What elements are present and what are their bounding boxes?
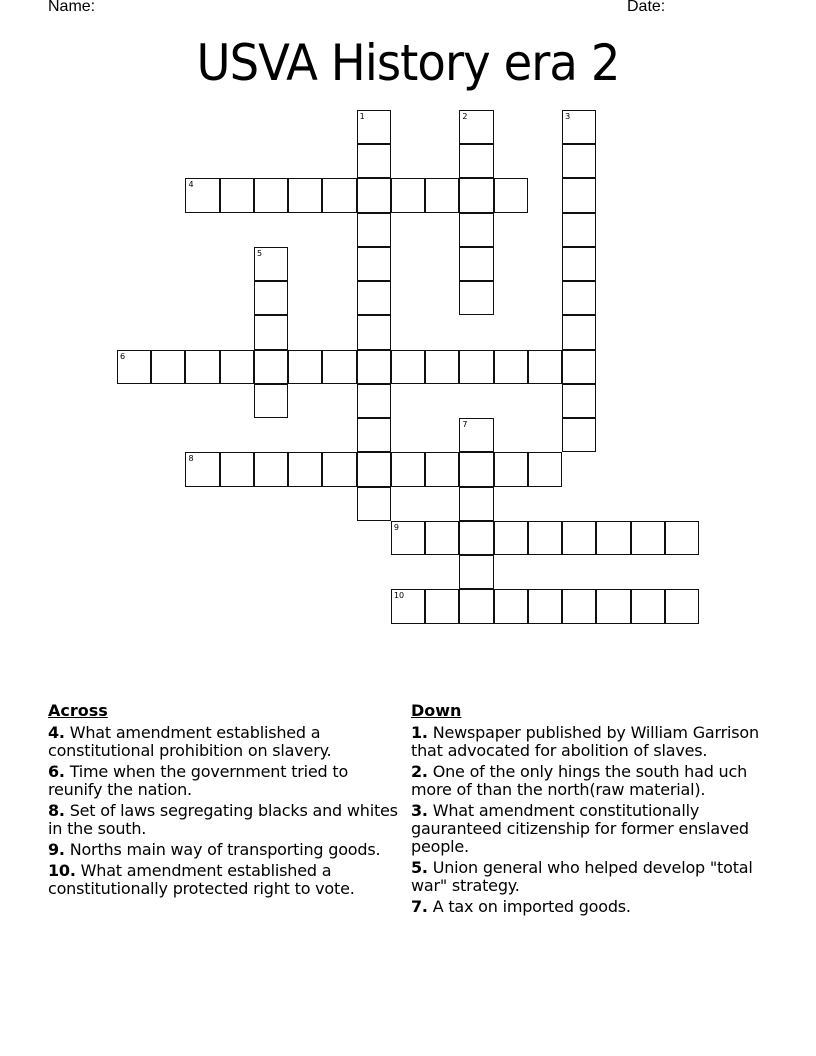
- clue-text: What amendment established a constitutional prohibition on slavery.: [48, 723, 332, 760]
- grid-cell[interactable]: [425, 178, 459, 212]
- grid-cell[interactable]: [357, 213, 391, 247]
- grid-cell[interactable]: [459, 521, 493, 555]
- clue-number-label: 3: [565, 112, 571, 121]
- down-clues: [411, 700, 781, 919]
- grid-cell[interactable]: [357, 350, 391, 384]
- grid-cell[interactable]: [562, 247, 596, 281]
- clue-text: What amendment constitutionally gauranteed citizenship for former enslaved people.: [411, 801, 749, 856]
- clue-number: 3.: [411, 801, 428, 820]
- grid-cell[interactable]: [459, 418, 493, 452]
- clue-number: 5.: [411, 858, 428, 877]
- clue-number-label: 8: [188, 454, 194, 464]
- grid-cell[interactable]: [391, 589, 425, 623]
- grid-cell[interactable]: [459, 247, 493, 281]
- clue-down-5: [411, 859, 781, 895]
- grid-cell[interactable]: [254, 315, 288, 349]
- grid-cell[interactable]: [117, 350, 151, 384]
- grid-cell[interactable]: [528, 521, 562, 555]
- grid-cell[interactable]: [562, 110, 596, 144]
- grid-cell[interactable]: [322, 350, 356, 384]
- grid-cell[interactable]: [357, 144, 391, 178]
- clue-text: Time when the government tried to reunify the nation.: [48, 762, 349, 799]
- clue-number-label: 4: [188, 180, 194, 190]
- clue-number-label: 2: [462, 112, 468, 121]
- grid-cell[interactable]: [562, 178, 596, 212]
- grid-cell[interactable]: [220, 178, 254, 212]
- grid-cell[interactable]: [288, 178, 322, 212]
- grid-cell[interactable]: [459, 281, 493, 315]
- name-label: Name:: [48, 0, 96, 15]
- clue-across-8: [48, 802, 398, 838]
- clue-across-10: [48, 862, 398, 898]
- grid-cell[interactable]: [562, 384, 596, 418]
- grid-cell[interactable]: [322, 452, 356, 486]
- clue-down-2: [411, 763, 781, 799]
- clue-text: Union general who helped develop "total war" strategy.: [411, 858, 753, 895]
- grid-cell[interactable]: [425, 521, 459, 555]
- grid-cell[interactable]: [254, 452, 288, 486]
- grid-cell[interactable]: [494, 521, 528, 555]
- grid-cell[interactable]: [562, 589, 596, 623]
- grid-cell[interactable]: [528, 350, 562, 384]
- grid-cell[interactable]: [425, 452, 459, 486]
- across-clues: [48, 700, 398, 901]
- clue-number-label: 9: [393, 522, 399, 532]
- grid-cell[interactable]: [562, 281, 596, 315]
- date-label: Date:: [627, 0, 666, 15]
- grid-cell[interactable]: [562, 350, 596, 384]
- clue-down-3: [411, 802, 781, 856]
- grid-cell[interactable]: [357, 178, 391, 212]
- grid-cell[interactable]: [459, 589, 493, 623]
- clue-number: 8.: [48, 801, 65, 820]
- grid-cell[interactable]: [185, 178, 219, 212]
- grid-cell[interactable]: [562, 144, 596, 178]
- grid-cell[interactable]: [459, 487, 493, 521]
- grid-cell[interactable]: [357, 247, 391, 281]
- grid-cell[interactable]: [357, 110, 391, 144]
- grid-cell[interactable]: [357, 452, 391, 486]
- grid-cell[interactable]: [357, 487, 391, 521]
- grid-cell[interactable]: [220, 350, 254, 384]
- grid-cell[interactable]: [459, 144, 493, 178]
- grid-cell[interactable]: [357, 384, 391, 418]
- clue-number: 9.: [48, 840, 65, 859]
- grid-cell[interactable]: [562, 315, 596, 349]
- clue-down-1: [411, 724, 781, 760]
- clue-down-7: [411, 898, 781, 916]
- grid-cell[interactable]: [528, 452, 562, 486]
- grid-cell[interactable]: [494, 350, 528, 384]
- grid-cell[interactable]: [459, 350, 493, 384]
- clue-number-label: 1: [359, 112, 365, 121]
- grid-cell[interactable]: [220, 452, 254, 486]
- clue-text: A tax on imported goods.: [432, 897, 631, 916]
- grid-cell[interactable]: [494, 178, 528, 212]
- grid-cell[interactable]: [288, 350, 322, 384]
- grid-cell[interactable]: [357, 315, 391, 349]
- grid-cell[interactable]: [494, 589, 528, 623]
- clue-number: 4.: [48, 723, 65, 742]
- clue-number: 1.: [411, 723, 428, 742]
- grid-cell[interactable]: [151, 350, 185, 384]
- clue-number: 2.: [411, 762, 428, 781]
- grid-cell[interactable]: [185, 452, 219, 486]
- grid-cell[interactable]: [459, 555, 493, 589]
- clue-text: One of the only hings the south had uch more of than the north(raw material).: [411, 762, 748, 799]
- down-heading: Down: [411, 701, 462, 720]
- clue-text: Set of laws segregating blacks and whites in the south.: [48, 801, 398, 838]
- grid-cell[interactable]: [631, 521, 665, 555]
- clue-text: Newspaper published by William Garrison that advocated for abolition of slaves.: [411, 723, 759, 760]
- clue-number: 7.: [411, 897, 428, 916]
- grid-cell[interactable]: [665, 589, 699, 623]
- grid-cell[interactable]: [254, 281, 288, 315]
- grid-cell[interactable]: [254, 247, 288, 281]
- grid-cell[interactable]: [562, 521, 596, 555]
- grid-cell[interactable]: [459, 213, 493, 247]
- grid-cell[interactable]: [391, 350, 425, 384]
- grid-cell[interactable]: [322, 178, 356, 212]
- grid-cell[interactable]: [425, 589, 459, 623]
- grid-cell[interactable]: [425, 350, 459, 384]
- grid-cell[interactable]: [254, 384, 288, 418]
- grid-cell[interactable]: [596, 521, 630, 555]
- grid-cell[interactable]: [562, 418, 596, 452]
- clue-number-label: 6: [120, 351, 126, 361]
- clue-text: What amendment established a constitutionally protected right to vote.: [48, 861, 355, 898]
- grid-cell[interactable]: [494, 452, 528, 486]
- grid-cell[interactable]: [391, 521, 425, 555]
- grid-cell[interactable]: [528, 589, 562, 623]
- grid-cell[interactable]: [459, 178, 493, 212]
- grid-cell[interactable]: [357, 281, 391, 315]
- clue-across-4: [48, 724, 398, 760]
- grid-cell[interactable]: [391, 178, 425, 212]
- clue-text: Norths main way of transporting goods.: [69, 840, 381, 859]
- grid-cell[interactable]: [254, 178, 288, 212]
- grid-cell[interactable]: [596, 589, 630, 623]
- clue-number: 10.: [48, 861, 76, 880]
- grid-cell[interactable]: [665, 521, 699, 555]
- page-title: USVA History era 2: [196, 34, 620, 92]
- grid-cell[interactable]: [185, 350, 219, 384]
- grid-cell[interactable]: [459, 452, 493, 486]
- clue-number-label: 7: [462, 420, 468, 430]
- across-heading: Across: [48, 701, 108, 720]
- grid-cell[interactable]: [254, 350, 288, 384]
- clue-number: 6.: [48, 762, 65, 781]
- clue-number-label: 5: [256, 248, 263, 258]
- clue-number-label: 10: [393, 591, 405, 601]
- grid-cell[interactable]: [391, 452, 425, 486]
- clue-across-9: [48, 841, 398, 859]
- grid-cell[interactable]: [357, 418, 391, 452]
- clue-across-6: [48, 763, 398, 799]
- grid-cell[interactable]: [459, 110, 493, 144]
- grid-cell[interactable]: [288, 452, 322, 486]
- grid-cell[interactable]: [562, 213, 596, 247]
- grid-cell[interactable]: [631, 589, 665, 623]
